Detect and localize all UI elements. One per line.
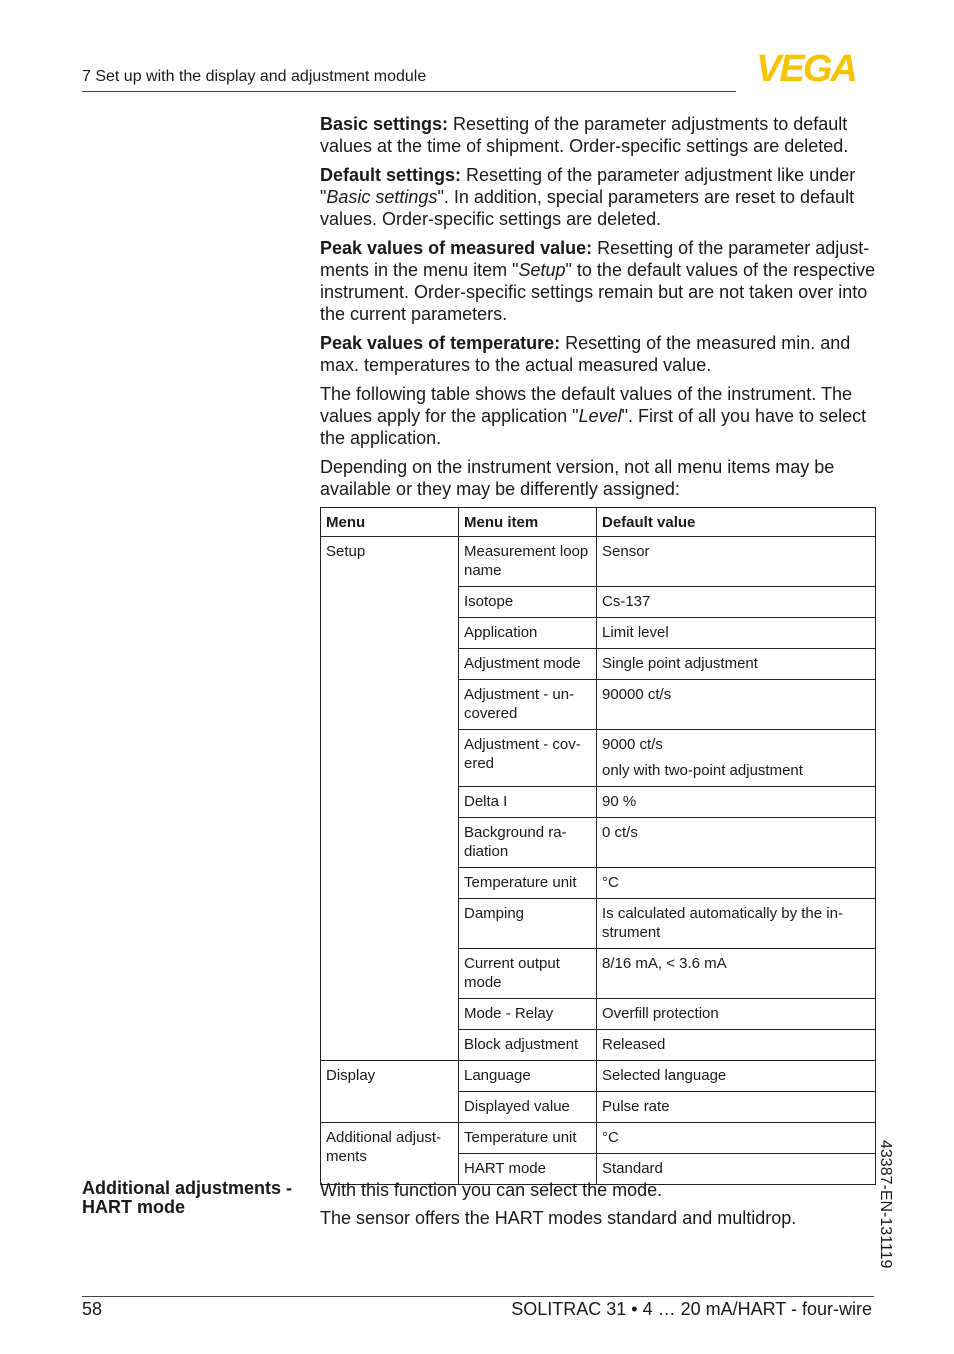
paragraph-default-settings bbox=[320, 164, 876, 230]
cell-default-value bbox=[597, 1123, 876, 1154]
default-value-text: 9000 ct/s bbox=[602, 736, 663, 753]
term-label: Peak values of measured value: bbox=[320, 238, 593, 258]
body-text bbox=[320, 113, 876, 507]
default-value-text: 0 ct/s bbox=[602, 824, 638, 841]
cell-menu-item: Adjustment - cov-ered bbox=[459, 730, 597, 787]
paragraph-text: ". In addition, special parameters are reset to default values. Order-specific settings are deleted. bbox=[320, 187, 855, 229]
cell-default-value bbox=[597, 899, 876, 949]
cell-default-value bbox=[597, 868, 876, 899]
paragraph-text: Resetting of the measured min. and max. temperatures to the actual measured value. bbox=[320, 333, 851, 375]
section-heading-hart-mode: Additional adjustments - HART mode bbox=[82, 1178, 293, 1217]
table-row bbox=[321, 537, 876, 587]
logo-text: VEGA bbox=[756, 50, 856, 84]
cell-default-value bbox=[597, 649, 876, 680]
cell-menu-item: Isotope bbox=[459, 587, 597, 618]
paragraph-text: Resetting of the parameter adjustment like under " bbox=[320, 165, 856, 207]
cell-menu-item: Background ra-diation bbox=[459, 818, 597, 868]
cell-menu-item: Mode - Relay bbox=[459, 999, 597, 1030]
hart-line: The sensor offers the HART modes standard and multidrop. bbox=[320, 1208, 797, 1228]
hart-line: With this function you can select the mode. bbox=[320, 1180, 663, 1200]
cell-menu-item: Block adjustment bbox=[459, 1030, 597, 1061]
paragraph-table-intro bbox=[320, 383, 876, 449]
cell-default-value bbox=[597, 1061, 876, 1092]
default-value-text: °C bbox=[602, 1129, 619, 1146]
default-value-text: Released bbox=[602, 1036, 666, 1053]
default-value-text: Standard bbox=[602, 1160, 663, 1177]
default-value-text: Limit level bbox=[602, 624, 669, 641]
cell-default-value bbox=[597, 1092, 876, 1123]
cell-default-value bbox=[597, 587, 876, 618]
term-label: Peak values of temperature: bbox=[320, 333, 561, 353]
header-rule bbox=[82, 91, 736, 92]
column-header-menu-item: Menu item bbox=[459, 508, 597, 537]
default-value-text: Overfill protection bbox=[602, 1005, 719, 1022]
cell-menu-item: Adjustment - un-covered bbox=[459, 680, 597, 730]
paragraph-text: " to the default values of the respective instrument. Order-specific settings remain but are not taken over into the current parameters. bbox=[320, 260, 876, 324]
hart-mode-text bbox=[320, 1179, 876, 1235]
cell-menu-item: Displayed value bbox=[459, 1092, 597, 1123]
column-header-menu: Menu bbox=[321, 508, 459, 537]
default-value-text: °C bbox=[602, 874, 619, 891]
paragraph-text: Resetting of the parameter adjustments to default values at the time of shipment. Order-specific settings are deleted. bbox=[320, 114, 849, 156]
cell-menu-item: Application bbox=[459, 618, 597, 649]
default-value-text: Sensor bbox=[602, 543, 650, 560]
vega-logo bbox=[740, 50, 872, 84]
paragraph-text: Resetting of the parameter adjust-ments in the menu item " bbox=[320, 238, 870, 280]
page-number: 58 bbox=[82, 1299, 103, 1319]
paragraph-basic-settings bbox=[320, 113, 876, 157]
document-code: 43387-EN-131119 bbox=[877, 1140, 894, 1269]
paragraph-text: The following table shows the default values of the instrument. The values apply for the application " bbox=[320, 384, 852, 426]
cell-default-value bbox=[597, 818, 876, 868]
cell-default-value bbox=[597, 680, 876, 730]
italic-term: Level bbox=[578, 406, 622, 426]
italic-term: Setup bbox=[518, 260, 566, 280]
table-row bbox=[321, 1061, 876, 1092]
cell-menu: Setup bbox=[321, 537, 459, 1061]
footer-rule bbox=[82, 1296, 874, 1297]
table-row bbox=[321, 1123, 876, 1154]
cell-default-value bbox=[597, 949, 876, 999]
default-value-text: 90 % bbox=[602, 793, 637, 810]
default-value-text: Pulse rate bbox=[602, 1098, 670, 1115]
cell-default-value bbox=[597, 999, 876, 1030]
footer-title: SOLITRAC 31 • 4 … 20 mA/HART - four-wire bbox=[511, 1299, 872, 1319]
paragraph-peak-measured bbox=[320, 237, 876, 325]
cell-default-value bbox=[597, 730, 876, 787]
term-label: Basic settings: bbox=[320, 114, 449, 134]
cell-default-value bbox=[597, 787, 876, 818]
cell-menu-item: HART mode bbox=[459, 1154, 597, 1185]
cell-menu-item: Damping bbox=[459, 899, 597, 949]
cell-default-value bbox=[597, 1030, 876, 1061]
cell-menu-item: Adjustment mode bbox=[459, 649, 597, 680]
table-body bbox=[321, 537, 876, 1185]
cell-menu: Display bbox=[321, 1061, 459, 1123]
paragraph-peak-temperature bbox=[320, 332, 876, 376]
cell-menu-item: Language bbox=[459, 1061, 597, 1092]
cell-default-value bbox=[597, 537, 876, 587]
cell-menu-item: Delta I bbox=[459, 787, 597, 818]
table-header-row bbox=[321, 508, 876, 537]
cell-menu-item: Measurement loop name bbox=[459, 537, 597, 587]
default-value-text: 90000 ct/s bbox=[602, 686, 672, 703]
default-value-text: 8/16 mA, < 3.6 mA bbox=[602, 955, 727, 972]
cell-menu-item: Temperature unit bbox=[459, 1123, 597, 1154]
default-value-text: Single point adjustment bbox=[602, 655, 758, 672]
default-value-text: Selected language bbox=[602, 1067, 727, 1084]
column-header-default-value: Default value bbox=[597, 508, 876, 537]
default-value-text: Cs-137 bbox=[602, 593, 651, 610]
paragraph-version-note: Depending on the instrument version, not all menu items may be available or they may be differently assigned: bbox=[320, 457, 835, 499]
cell-menu-item: Current output mode bbox=[459, 949, 597, 999]
italic-term: Basic settings bbox=[326, 187, 438, 207]
term-label: Default settings: bbox=[320, 165, 462, 185]
default-values-table bbox=[320, 507, 876, 1185]
paragraph-text: ". First of all you have to select the application. bbox=[320, 406, 867, 448]
default-value-text: Is calculated automatically by the in-strument bbox=[602, 905, 843, 941]
default-value-note: only with two-point adjustment bbox=[602, 762, 803, 779]
cell-menu-item: Temperature unit bbox=[459, 868, 597, 899]
cell-default-value bbox=[597, 618, 876, 649]
cell-menu: Additional adjust-ments bbox=[321, 1123, 459, 1185]
running-header: 7 Set up with the display and adjustment module bbox=[82, 68, 427, 85]
